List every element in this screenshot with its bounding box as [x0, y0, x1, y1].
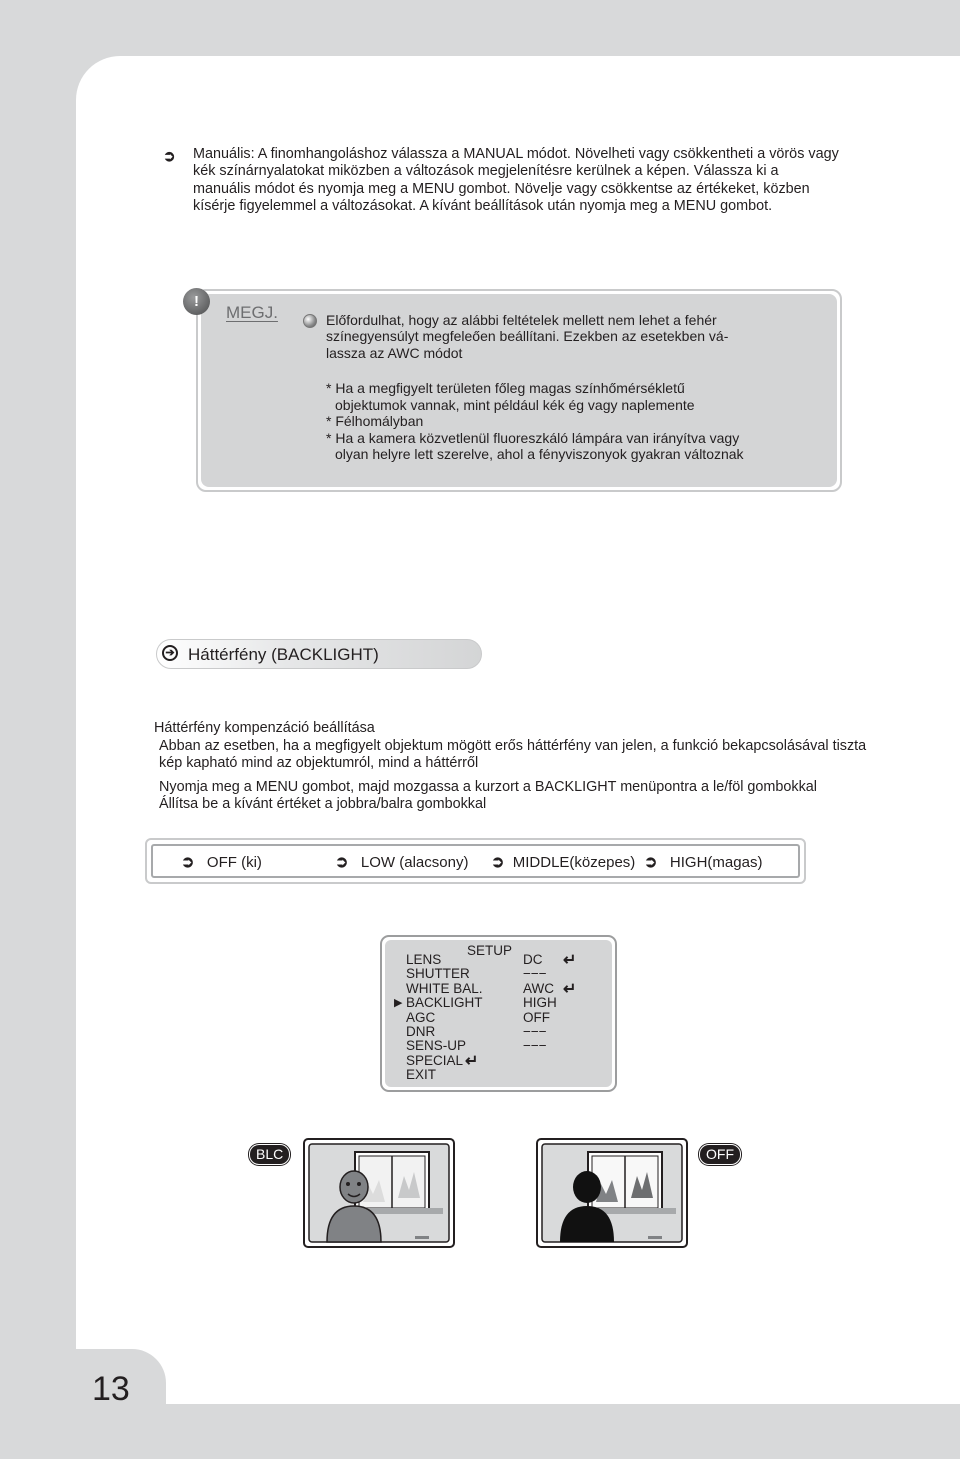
note-items [326, 380, 826, 463]
note-line: lassza az AWC módot [326, 344, 463, 361]
osd-row-agc: AGC OFF [406, 1009, 550, 1025]
page-number-tab [0, 1349, 166, 1459]
intro-line: kék színárnyalatokat miközben a változások megjelenítésre kerülnek a képen. Válassza ki a [193, 163, 779, 180]
osd-row-lens: LENS DC [406, 952, 543, 967]
option-off: ➲ OFF (ki) [181, 854, 262, 871]
option-high: ➲ HIGH(magas) [644, 854, 763, 871]
osd-row-exit: EXIT [406, 1067, 437, 1083]
arrow-bullet-icon: ➲ [163, 148, 176, 165]
section-title: Háttérfény (BACKLIGHT) [188, 645, 379, 664]
monitor-off-illustration [536, 1138, 688, 1248]
intro-paragraph [193, 146, 913, 216]
arrow-icon: ➲ [335, 854, 349, 871]
osd-row-special: SPECIAL [406, 1052, 464, 1068]
body-heading: Háttérfény kompenzáció beállítása [154, 720, 375, 736]
body-text [154, 720, 944, 814]
osd-title: SETUP [467, 943, 513, 958]
note-line: színegyensúlyt megfeleően beállítani. Ezekben az esetekben vá- [326, 328, 729, 345]
note-line: Előfordulhat, hogy az alábbi feltételek mellett nem lehet a fehér [326, 312, 717, 328]
note-item: olyan helyre lett szerelve, ahol a fényviszonyok gyakran változnak [335, 446, 744, 463]
arrow-icon: ➲ [181, 854, 195, 871]
body-line: Nyomja meg a MENU gombot, majd mozgassa a kurzort a BACKLIGHT menüpontra a le/föl gombokkal [159, 778, 817, 795]
arrow-icon: ➲ [644, 854, 658, 871]
monitor-blc-illustration [303, 1138, 455, 1248]
note-text [326, 312, 796, 361]
note-label: MEGJ. [226, 303, 278, 322]
note-item: * Ha a megfigyelt területen főleg magas színhőmérsékletű [326, 380, 685, 396]
osd-rows [406, 953, 606, 1083]
blc-tag: BLC [249, 1144, 290, 1165]
note-item: * Félhomályban [326, 413, 424, 430]
note-item: objektumok vannak, mint például kék ég vagy naplemente [335, 396, 695, 413]
body-line: kép kapható mind az objektumról, mind a háttérről [159, 755, 479, 771]
osd-row-dnr: DNR −−− [406, 1023, 547, 1039]
osd-row-shutter: SHUTTER −−− [406, 966, 547, 982]
intro-line: manuális módot és nyomja meg a MENU gombot. Növelje vagy csökkentse az értékeket, közben [193, 180, 810, 197]
page-number: 13 [92, 1370, 130, 1408]
enter-icon: ↵ [563, 981, 577, 998]
osd-row-white-bal: WHITE BAL. AWC [406, 980, 554, 996]
intro-line: kísérje figyelemmel a változásokat. A kívánt beállítások után nyomja meg a MENU gombot. [193, 198, 773, 215]
warning-icon: ! [183, 288, 210, 315]
arrow-circle-icon: ➔ [162, 645, 178, 661]
osd-row-sens-up: SENS-UP −−− [406, 1038, 547, 1054]
intro-line: Manuális: A finomhangoláshoz válassza a MANUAL módot. Növelheti vagy csökkentheti a vörös vagy [193, 146, 839, 162]
option-low: ➲ LOW (alacsony) [335, 854, 469, 871]
option-middle: ➲ MIDDLE(közepes) [491, 854, 636, 871]
arrow-icon: ➲ [491, 854, 505, 871]
enter-icon: ↵ [465, 1053, 479, 1070]
body-line: Állítsa be a kívánt értéket a jobbra/balra gombokkal [159, 796, 487, 812]
enter-icon: ↵ [563, 952, 577, 969]
cursor-triangle-icon: ▶ [394, 997, 403, 1009]
note-item: * Ha a kamera közvetlenül fluoreszkáló lámpára van irányítva vagy [326, 429, 740, 446]
off-tag: OFF [699, 1144, 741, 1165]
radio-bullet-icon [303, 314, 317, 328]
osd-row-backlight: BACKLIGHT HIGH [406, 995, 557, 1011]
body-line: Abban az esetben, ha a megfigyelt objektum mögött erős háttérfény van jelen, a funkció bekapcsolásával tiszta [159, 737, 867, 754]
